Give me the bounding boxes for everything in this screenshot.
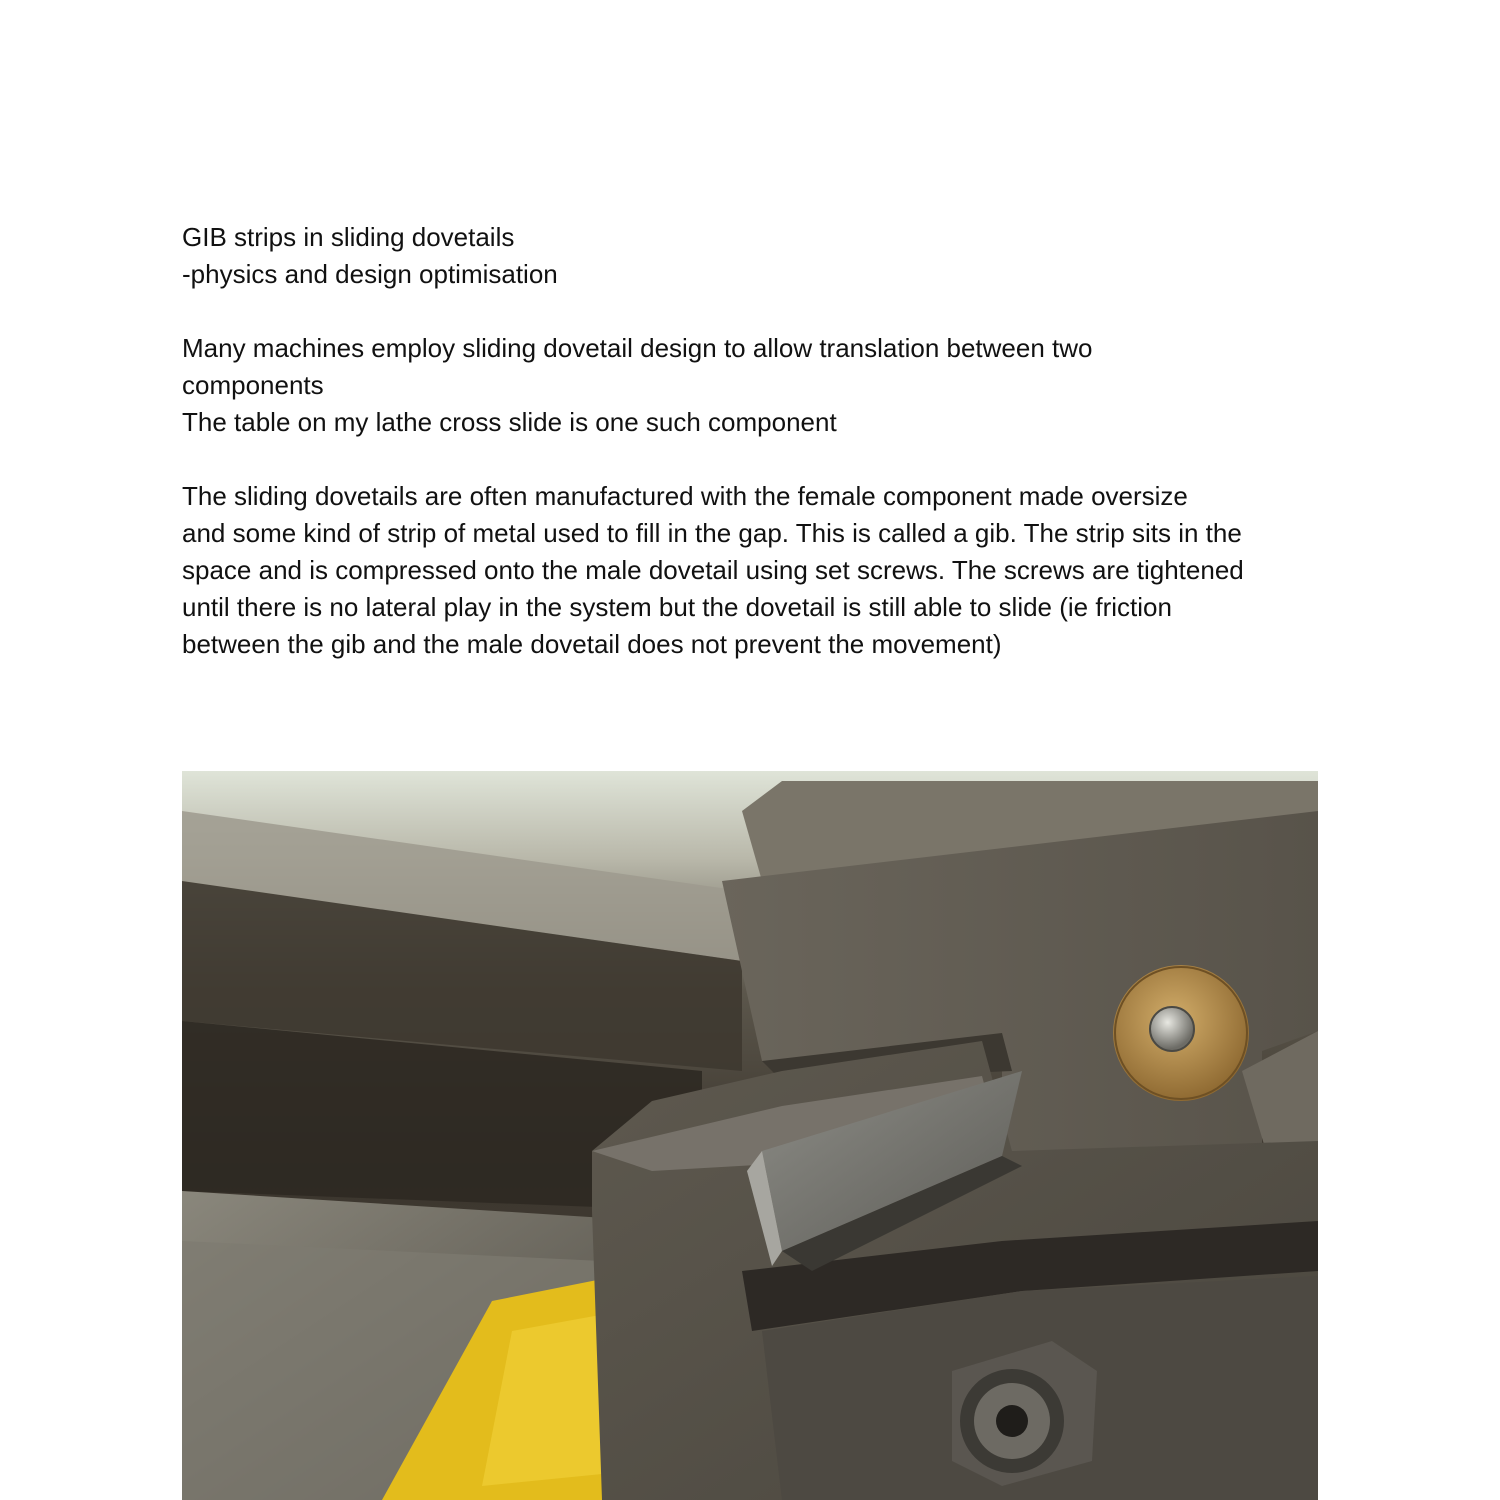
gib-paragraph	[182, 478, 1322, 663]
title-block	[182, 219, 1322, 293]
subtitle-line: -physics and design optimisation	[182, 259, 558, 289]
paragraph-line: until there is no lateral play in the system but the dovetail is still able to slide (ie friction	[182, 592, 1172, 622]
intro-paragraph	[182, 330, 1322, 441]
paragraph-line: between the gib and the male dovetail does not prevent the movement)	[182, 629, 1002, 659]
paragraph-line: space and is compressed onto the male dovetail using set screws. The screws are tightened	[182, 555, 1244, 585]
paragraph-line: The sliding dovetails are often manufactured with the female component made oversize	[182, 481, 1188, 511]
dovetail-gib-photo	[182, 771, 1318, 1500]
paragraph-line: components	[182, 370, 324, 400]
paragraph-line: Many machines employ sliding dovetail design to allow translation between two	[182, 333, 1093, 363]
title-line: GIB strips in sliding dovetails	[182, 222, 515, 252]
paragraph-line: The table on my lathe cross slide is one such component	[182, 407, 837, 437]
paragraph-line: and some kind of strip of metal used to fill in the gap. This is called a gib. The strip sits in the	[182, 518, 1242, 548]
